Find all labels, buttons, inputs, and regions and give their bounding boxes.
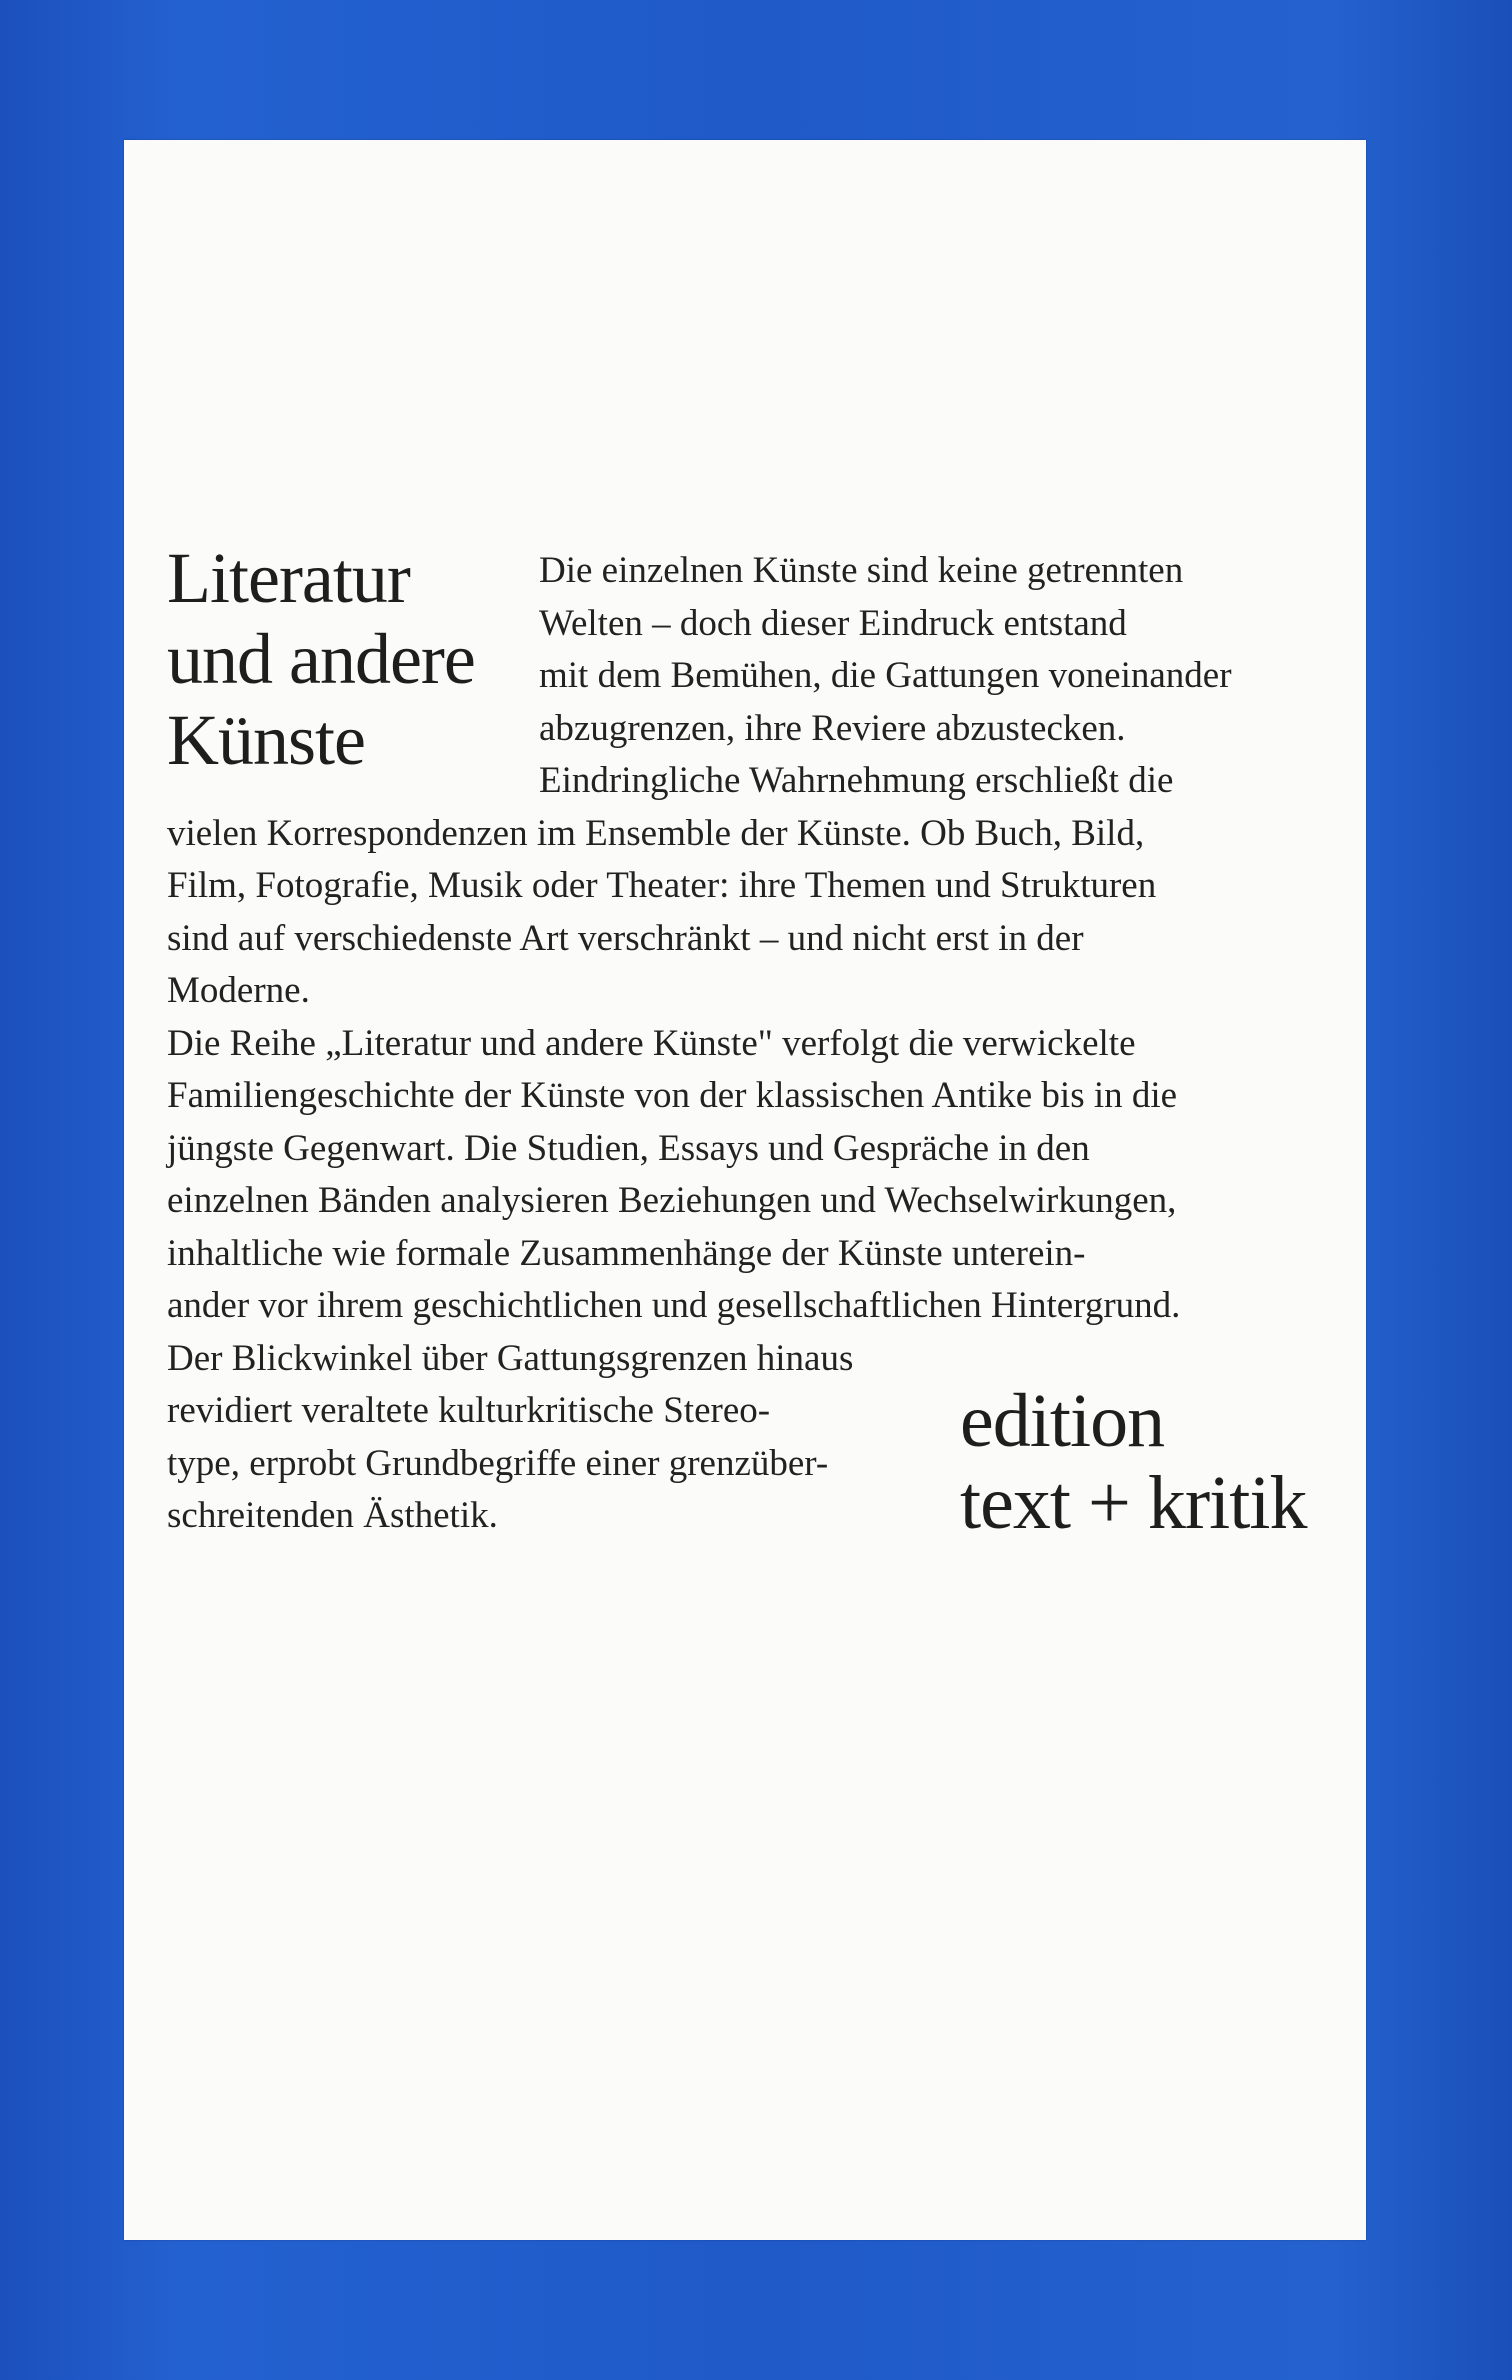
blurb-line: Die einzelnen Künste sind keine getrennten — [539, 550, 1184, 591]
publisher-line: edition — [960, 1379, 1165, 1463]
publisher-line: text + kritik — [960, 1461, 1307, 1545]
series-title-line: Literatur — [167, 538, 410, 618]
blurb-line: Moderne. — [167, 970, 310, 1011]
blurb-line: revidiert veraltete kulturkritische Stereo- — [167, 1390, 771, 1431]
series-title-line: Künste — [167, 700, 365, 780]
blurb-line: Der Blickwinkel über Gattungsgrenzen hinaus — [167, 1337, 854, 1379]
blurb-line: Die Reihe „Literatur und andere Künste" verfolgt die verwickelte — [167, 1022, 1136, 1064]
blurb-line: jüngste Gegenwart. Die Studien, Essays und Gespräche in den — [167, 1127, 1090, 1169]
blurb-line: abzugrenzen, ihre Reviere abzustecken. — [539, 707, 1126, 749]
blurb-line: einzelnen Bänden analysieren Beziehungen und Wechselwirkungen, — [167, 1180, 1177, 1221]
blurb-line: Film, Fotografie, Musik oder Theater: ihre Themen und Strukturen — [167, 865, 1157, 906]
blurb-line: Eindringliche Wahrnehmung erschließt die — [539, 760, 1174, 801]
blurb-line: sind auf verschiedenste Art verschränkt – und nicht erst in der — [167, 917, 1084, 959]
series-title-line: und andere — [167, 619, 475, 699]
text-panel — [124, 140, 1366, 2240]
blurb-line: mit dem Bemühen, die Gattungen voneinander — [539, 655, 1232, 696]
blurb-line: ander vor ihrem geschichtlichen und gesellschaftlichen Hintergrund. — [167, 1285, 1181, 1326]
blurb-line: type, erprobt Grundbegriffe einer grenzüber- — [167, 1442, 829, 1484]
publisher-logo-text — [960, 1380, 1306, 1544]
blurb-line: Familiengeschichte der Künste von der klassischen Antike bis in die — [167, 1075, 1178, 1116]
blurb-line: schreitenden Ästhetik. — [167, 1495, 498, 1536]
blurb-line: vielen Korrespondenzen im Ensemble der Künste. Ob Buch, Bild, — [167, 812, 1145, 854]
blurb-line: inhaltliche wie formale Zusammenhänge der Künste unterein- — [167, 1232, 1086, 1274]
blurb-line: Welten – doch dieser Eindruck entstand — [539, 602, 1127, 644]
